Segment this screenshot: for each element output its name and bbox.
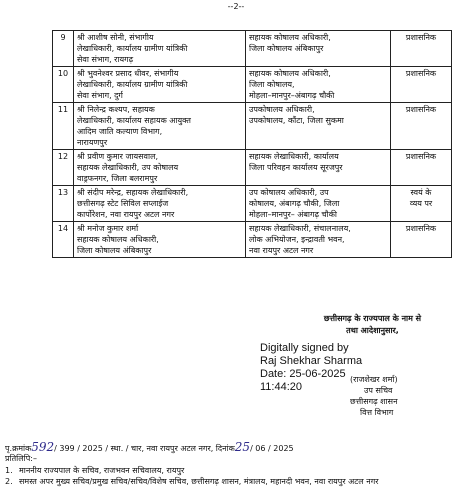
posting-line: सहायक लेखाधिकारी, संचालनालय, (249, 224, 351, 233)
officer-name: (राजशेखर शर्मा) (350, 375, 398, 384)
digital-signature (260, 342, 362, 394)
employee-line: जिला कोषालय अंबिकापुर (77, 246, 152, 255)
employee-line: सहायक लेखाधिकारी, उप कोषालय (77, 163, 179, 172)
cc-item (5, 476, 465, 487)
employee-line: वाड्रफनगर, जिला बलरामपुर (77, 174, 158, 183)
table-row (53, 150, 452, 186)
employee-cell (74, 103, 246, 150)
remark-line: व्यय पर (409, 199, 433, 208)
employee-cell (74, 222, 246, 258)
posting-cell (246, 31, 391, 67)
employee-line: कार्पोरेशन, नवा रायपुर अटल नगर (77, 210, 175, 219)
employee-line: नारायणपुर (77, 138, 108, 147)
remark-cell (391, 67, 452, 103)
remark-cell (391, 103, 452, 150)
employee-line: श्री प्रवीण कुमार जायसवाल, (77, 152, 159, 161)
posting-line: सहायक लेखाधिकारी, कार्यालय (249, 152, 339, 161)
employee-line: श्री भुवनेश्वर प्रसाद धीवर, संभागीय (77, 69, 179, 78)
employee-line: श्री आशीष सोनी, संभागीय (77, 33, 154, 42)
signature-line-3: Date: 25-06-2025 (260, 368, 346, 380)
page-number: --2-- (227, 2, 245, 11)
copy-to-heading: प्रतिलिपि:– (5, 454, 37, 463)
serial-cell: 11 (53, 103, 74, 150)
reference-suffix: / 06 / 2025 (250, 444, 294, 453)
employee-cell (74, 150, 246, 186)
cc-text: समस्त अपर मुख्य सचिव/प्रमुख सचिव/सचिव/विशेष सचिव, छत्तीसगढ़ शासन, मंत्रालय, महानदी भवन, नवा रायपुर अटल नगर (19, 477, 379, 486)
remark-line: प्रशासनिक (405, 224, 437, 233)
signature-line-4: 11:44:20 (260, 381, 303, 393)
remark-line: प्रशासनिक (405, 69, 437, 78)
posting-line: मोहला–मानपुर–अंबागढ़ चौकी (249, 91, 335, 100)
posting-cell (246, 186, 391, 222)
posting-line: उप कोषालय अधिकारी, उप (249, 188, 329, 197)
cc-number: 2. (5, 477, 13, 486)
table-row (53, 186, 452, 222)
remark-line: प्रशासनिक (405, 152, 437, 161)
remark-line: स्वयं के (410, 188, 432, 197)
order-line-1: छत्तीसगढ़ के राज्यपाल के नाम से (323, 314, 422, 323)
employee-line: लेखाधिकारी, कार्यालय ग्रामीण यांत्रिकी (77, 80, 188, 89)
officer-govt: छत्तीसगढ़ शासन (350, 397, 398, 406)
posting-line: सहायक कोषालय अधिकारी, (249, 33, 331, 42)
employee-cell (74, 186, 246, 222)
posting-line: जिला कोषालय, (249, 80, 295, 89)
table-row (53, 31, 452, 67)
table-row (53, 222, 452, 258)
remark-cell (391, 150, 452, 186)
remark-line: प्रशासनिक (405, 33, 437, 42)
reference-number-handwritten: 592 (31, 440, 55, 454)
table-row (53, 67, 452, 103)
remark-cell (391, 222, 452, 258)
employee-cell (74, 67, 246, 103)
posting-line: जिला कोषालय अंबिकापुर (249, 44, 324, 53)
table-row (53, 103, 452, 150)
posting-line: लोक अभियोजन, इन्द्रावती भवन, (249, 235, 345, 244)
signature-line-2: Raj Shekhar Sharma (260, 355, 363, 367)
officer-dept: वित्त विभाग (360, 408, 394, 417)
posting-line: उपकोषालय, कौंटा, जिला सुकमा (249, 116, 344, 125)
serial-cell: 9 (53, 31, 74, 67)
employee-line: श्री संदीप मरेन्द्र, सहायक लेखाधिकारी, (77, 188, 189, 197)
employee-line: सेवा संभाग, रायगढ़ (77, 55, 134, 64)
employee-line: लेखाधिकारी, कार्यालय ग्रामीण यांत्रिकी (77, 44, 188, 53)
remark-line: प्रशासनिक (405, 105, 437, 114)
serial-cell: 12 (53, 150, 74, 186)
cc-text: माननीय राज्यपाल के सचिव, राजभवन सचिवालय, रायपुर (19, 466, 185, 475)
posting-line: उपकोषालय अधिकारी, (249, 105, 315, 114)
employee-line: सेवा संभाग, दुर्ग (77, 91, 123, 100)
employee-line: छत्तीसगढ़ स्टेट सिविल सप्लाईज (77, 199, 169, 208)
transfer-table (52, 30, 452, 258)
cc-number: 1. (5, 466, 13, 475)
remark-cell (391, 186, 452, 222)
order-text (285, 313, 460, 337)
posting-cell (246, 103, 391, 150)
serial-cell: 13 (53, 186, 74, 222)
employee-line: श्री मनोज कुमार शर्मा (77, 224, 139, 233)
employee-line: लेखाधिकारी, कार्यालय सहायक आयुक्त (77, 116, 191, 125)
reference-mid: / 399 / 2025 / स्था. / चार, नवा रायपुर अटल नगर, दिनांक (54, 444, 235, 453)
employee-line: आदिम जाति कल्याण विभाग, (77, 127, 163, 136)
posting-line: सहायक कोषालय अधिकारी, (249, 69, 331, 78)
order-line-2: तथा आदेशानुसार, (346, 326, 399, 335)
reference-prefix: पृ.क्रमांक (5, 444, 32, 453)
employee-line: सहायक कोषालय अधिकारी, (77, 235, 159, 244)
posting-line: नवा रायपुर अटल नगर (249, 246, 314, 255)
posting-cell (246, 222, 391, 258)
remark-cell (391, 31, 452, 67)
posting-line: मोहला–मानपुर– अंबागढ़ चौकी (249, 210, 337, 219)
posting-line: जिला परिवहन कार्यालय सूरजपुर (249, 163, 343, 172)
employee-cell (74, 31, 246, 67)
posting-cell (246, 67, 391, 103)
posting-cell (246, 150, 391, 186)
cc-item (5, 465, 465, 476)
officer-designation: उप सचिव (364, 386, 393, 395)
signature-line-1: Digitally signed by (260, 342, 349, 354)
serial-cell: 10 (53, 67, 74, 103)
employee-line: श्री निलेन्द्र कश्यप, सहायक (77, 105, 155, 114)
reference-line (5, 440, 294, 454)
serial-cell: 14 (53, 222, 74, 258)
posting-line: कोषालय, अंबागढ़ चौकी, जिला (249, 199, 340, 208)
officer-block (350, 374, 398, 418)
reference-day-handwritten: 25 (234, 440, 251, 454)
